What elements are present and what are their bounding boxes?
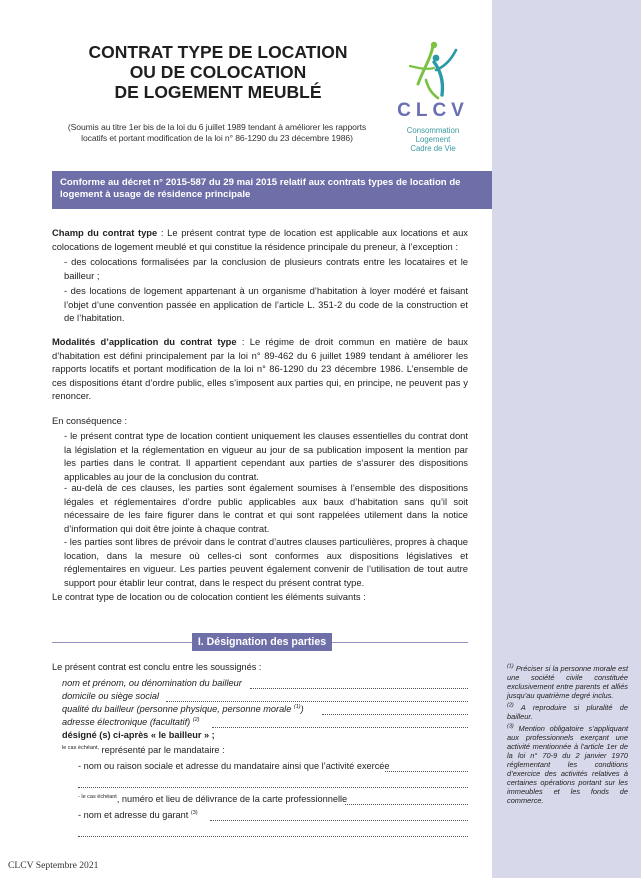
title-line-3: DE LOGEMENT MEUBLÉ — [114, 82, 322, 102]
field-input-garant-line2[interactable] — [78, 836, 468, 837]
mandataire-line: $^{le cas échéant,}$ représenté par le mandataire : — [62, 744, 225, 755]
consequence-closing: Le contrat type de location ou de colocation contient les éléments suivants : — [52, 591, 366, 602]
champ-paragraph — [52, 226, 468, 253]
modalites-text: : Le régime de droit commun en matière de baux d’habitation est défini principalement par la loi n° 89-462 du 6 juillet 1989 tendant à améliorer les rapports locatifs et portant modification de la loi n° 86-1290 du 23 décembre 1986. L’ensemble de ces dispositions étant d’ordre public, elles s’imposent aux parties qui, en principe, ne peuvent pas y renoncer. — [52, 336, 468, 402]
consequence-item-3: - les parties sont libres de prévoir dans le contrat d’autres clauses particulières, propres à chaque location, dans la mesure où celles-ci sont conformes aux dispositions législatives et réglementaires en vigueur. Les parties peuvent également convenir de l’utilisation de tout autre support pour établir leur contrat, dans le respect du présent contrat type. — [64, 536, 468, 588]
subtitle-line-2: locatifs et portant modification de la loi n° 86-1290 du 23 décembre 1986) — [81, 133, 353, 143]
footnote-3: $^{(3)}$ Mention obligatoire s’appliquant aux professionnels exerçant une activité mentionnée à l’article 1er de la loi n° 70-9 du 2 janvier 1970 réglementant les conditions d’exercice des activités relatives à certaines opérations portant sur les immeubles et les fonds de commerce. — [507, 723, 628, 805]
field-input-mandataire[interactable] — [385, 771, 468, 772]
page-footer: CLCV Septembre 2021 — [8, 860, 99, 871]
champ-label: Champ du contrat type — [52, 227, 158, 238]
logo-tagline-2: Logement — [415, 135, 451, 144]
field-input-domicile[interactable] — [166, 701, 468, 702]
field-input-qualite[interactable] — [322, 714, 468, 715]
title-line-2: OU DE COLOCATION — [129, 62, 307, 82]
champ-intro: : Le présent contrat type de location est applicable aux locations et aux colocations de logement meublé et qui constitue la résidence principale du preneur, à l’exception : — [52, 227, 468, 252]
field-input-garant[interactable] — [210, 820, 468, 821]
field-label-garant: - nom et adresse du garant $^{(3)}$ — [78, 809, 198, 820]
field-label-mandataire: - nom ou raison sociale et adresse du mandataire ainsi que l’activité exercée — [78, 761, 390, 771]
logo-tagline-3: Cadre de Vie — [410, 144, 456, 153]
document-subtitle — [62, 122, 372, 144]
logo-letters: CLCV — [397, 100, 469, 121]
field-label-qualite: qualité du bailleur (personne physique, personne morale $^{(1)}$) — [62, 703, 304, 714]
subtitle-line-1: (Soumis au titre 1er bis de la loi du 6 juillet 1989 tendant à améliorer les rapports — [67, 122, 367, 132]
section-heading-parties: I. Désignation des parties — [192, 633, 332, 651]
consequence-item-1: - le présent contrat type de location contient uniquement les clauses essentielles du contrat dont la législation et la réglementation en vigueur au jour de sa publication imposent la mention par les parties dans le contrat. Il appartient cependant aux parties de s’assurer des dispositions applicables au jour de la conclusion du contrat. — [64, 430, 468, 482]
footnote-2: $^{(2)}$ A reproduire si pluralité de bailleur. — [507, 702, 628, 721]
logo-tagline — [393, 126, 473, 153]
field-label-carte-pro: $^{- le cas échéant}$, numéro et lieu de délivrance de la carte professionnelle — [78, 793, 348, 804]
field-label-email: adresse électronique (facultatif) $^{(2)}$ — [62, 716, 200, 727]
field-input-mandataire-line2[interactable] — [78, 787, 468, 788]
clcv-logo-figure — [400, 40, 470, 100]
field-input-bailleur-nom[interactable] — [250, 688, 468, 689]
field-input-email[interactable] — [212, 727, 468, 728]
section-rule-left — [52, 642, 192, 643]
modalites-paragraph — [52, 335, 468, 403]
consequence-heading: En conséquence : — [52, 415, 128, 426]
footnote-1: $^{(1)}$ Préciser si la personne morale est une société civile constituée exclusivement entre parents et alliés jusqu’au quatrième degré inclus. — [507, 663, 628, 700]
field-label-domicile: domicile ou siège social — [62, 691, 160, 701]
decree-banner: Conforme au décret n° 2015-587 du 29 mai 2015 relatif aux contrats types de location de logement à usage de résidence principale — [52, 171, 492, 209]
section-rule-right — [332, 642, 468, 643]
champ-item-2: - des locations de logement appartenant à un organisme d’habitation à loyer modéré et faisant l’objet d’une convention passée en application de l’article L. 351-2 du code de la construction et de l’habitation. — [64, 285, 468, 324]
field-input-carte-pro[interactable] — [345, 804, 468, 805]
designe-bailleur: désigné (s) ci-après « le bailleur » ; — [62, 730, 215, 740]
champ-item-1: - des colocations formalisées par la conclusion de plusieurs contrats entre les locataires et le bailleur ; — [64, 256, 468, 281]
consequence-item-2: - au-delà de ces clauses, les parties sont également soumises à l’ensemble des dispositions légales et réglementaires d’ordre public applicables aux baux d’habitation sans qu’il soit nécessaire de les faire figurer dans le contrat et qui sont rappelées utilement dans la notice d’information qui doit être jointe à chaque contrat. — [64, 482, 468, 534]
logo-tagline-1: Consommation — [406, 126, 460, 135]
field-label-bailleur-nom: nom et prénom, ou dénomination du bailleur — [62, 678, 242, 688]
parties-intro: Le présent contrat est conclu entre les soussignés : — [52, 662, 262, 672]
footnotes — [507, 664, 628, 808]
document-title — [58, 42, 378, 102]
title-line-1: CONTRAT TYPE DE LOCATION — [88, 42, 348, 62]
modalites-label: Modalités d’application du contrat type — [52, 336, 237, 347]
